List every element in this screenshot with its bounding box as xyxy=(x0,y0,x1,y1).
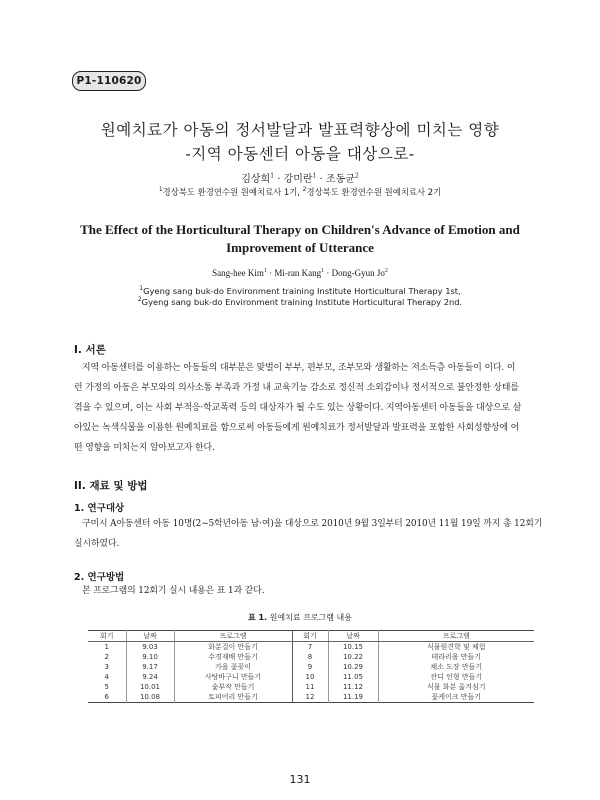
table-row xyxy=(88,682,534,692)
author-2-sup: 1 xyxy=(312,172,317,180)
paragraph-line: 실시하였다. xyxy=(74,539,120,549)
table-caption-text: 원예치료 프로그램 내용 xyxy=(269,613,353,622)
english-authors xyxy=(0,268,600,278)
table-cell: 12 xyxy=(292,692,328,703)
table-cell: 9.17 xyxy=(126,662,174,672)
en-affil-2-text: Gyeng sang buk-do Environment training Institute Horticultural Therapy 2nd. xyxy=(141,296,463,307)
english-title-line1: The Effect of the Horticultural Therapy on Children's Advance of Emotion and xyxy=(80,222,520,237)
en-affil-1-text: Gyeng sang buk-do Environment training Institute Horticultural Therapy 1st, xyxy=(143,285,461,296)
paragraph-line: 겪을 수 있으며, 이는 사회 부적응·학교폭력 등의 대상자가 될 수도 있는 상황이다. 지역아동센터 아동들을 대상으로 살 xyxy=(74,403,522,413)
table-cell: 6 xyxy=(104,693,109,701)
table-cell: 7 xyxy=(292,642,328,653)
table-cell: 3 xyxy=(104,663,109,671)
en-affil-1-sup: 1 xyxy=(139,285,144,292)
table-cell: 1 xyxy=(104,643,109,651)
page-number: 131 xyxy=(289,773,311,786)
table-cell: 5 xyxy=(104,683,109,691)
affil-1-text: 경상북도 환경연수원 원예치료사 1기, xyxy=(162,187,300,197)
table-header-row xyxy=(88,631,534,642)
table-cell: 11 xyxy=(292,682,328,692)
table-cell: 화분걸이 만들기 xyxy=(174,642,292,653)
table-caption-label: 표 1. xyxy=(247,613,268,622)
table-cell: 10.08 xyxy=(126,692,174,703)
program-table xyxy=(88,630,534,703)
col-header: 프로그램 xyxy=(174,631,292,642)
author-2: 강미란 xyxy=(283,174,313,185)
table-cell: 식물원견학 및 체험 xyxy=(378,642,534,653)
author-1: 김상희 xyxy=(241,174,271,185)
korean-title-line1: 원예치료가 아동의 정서발달과 발표력향상에 미치는 영향 xyxy=(100,121,500,139)
en-author-2: Mi-ran Kang xyxy=(274,268,322,278)
paragraph-line: 구미시 A아동센터 아동 10명(2~5학년아동 남·여)을 대상으로 2010년 9월 3일부터 2010년 11월 19일 까지 총 12회기 xyxy=(82,519,543,529)
korean-affiliations xyxy=(0,186,600,198)
table-cell: 사탕바구니 만들기 xyxy=(174,672,292,682)
english-affiliation-1 xyxy=(0,285,600,296)
table-cell: 9.10 xyxy=(126,652,174,662)
table-caption xyxy=(0,612,600,623)
table-cell: 10.29 xyxy=(328,662,378,672)
paper-id-badge: P1-110620 xyxy=(72,71,146,91)
en-author-3: Dong-Gyun Jo xyxy=(331,268,385,278)
table-cell: 10.22 xyxy=(328,652,378,662)
table-cell: 수경재배 만들기 xyxy=(174,652,292,662)
table-cell: 숯부작 만들기 xyxy=(174,682,292,692)
subjects-paragraph xyxy=(74,514,543,554)
table-row xyxy=(88,662,534,672)
table-cell: 9.24 xyxy=(126,672,174,682)
english-affiliation-2 xyxy=(0,296,600,307)
table-cell: 11.19 xyxy=(328,692,378,703)
col-header: 날짜 xyxy=(328,631,378,642)
affil-2-sup: 2 xyxy=(302,186,307,194)
table-row xyxy=(88,652,534,662)
author-3: 조동균 xyxy=(325,174,355,185)
en-author-3-sup: 2 xyxy=(384,268,388,274)
table-cell: 9.03 xyxy=(126,642,174,653)
method-paragraph xyxy=(82,581,528,601)
en-author-1: Sang-hee Kim xyxy=(212,268,264,278)
table-row xyxy=(88,642,534,653)
en-author-2-sup: 1 xyxy=(321,268,325,274)
col-header: 회기 xyxy=(88,631,126,642)
table-cell: 11.12 xyxy=(328,682,378,692)
paragraph-line: 본 프로그램의 12회기 실시 내용은 표 1과 같다. xyxy=(82,586,265,596)
en-author-1-sup: 1 xyxy=(263,268,267,274)
table-cell: 가을 꽃꽂이 xyxy=(174,662,292,672)
col-header: 프로그램 xyxy=(378,631,534,642)
table-cell: 토피어리 만들기 xyxy=(174,692,292,703)
table-cell: 테라리움 만들기 xyxy=(378,652,534,662)
col-header: 회기 xyxy=(292,631,328,642)
table-cell: 4 xyxy=(104,673,109,681)
paragraph-line: 떤 영향을 미치는지 알아보고자 한다. xyxy=(74,443,215,453)
introduction-paragraph xyxy=(74,358,528,458)
table-cell: 8 xyxy=(292,652,328,662)
section-introduction-heading: I. 서론 xyxy=(74,344,106,356)
paragraph-line: 런 가정의 아동은 부모와의 의사소통 부족과 가정 내 교육기능 감소로 정신적 소외감이나 정서적으로 불안정한 상태를 xyxy=(74,383,519,393)
author-separator: · xyxy=(269,268,273,278)
table-cell: 꽃케이크 만들기 xyxy=(378,692,534,703)
paragraph-line: 아있는 녹색식물을 이용한 원예치료를 함으로써 아동들에게 원예치료가 정서발달과 발표력을 포함한 사회성향상에 어 xyxy=(74,423,520,433)
table-cell: 채소 도장 만들기 xyxy=(378,662,534,672)
affil-1-sup: 1 xyxy=(158,186,163,194)
english-title-line2: Improvement of Utterance xyxy=(226,240,374,255)
table-row xyxy=(88,692,534,703)
table-cell: 9 xyxy=(292,662,328,672)
subsection-subjects-heading: 1. 연구대상 xyxy=(74,503,125,514)
table-cell: 10.01 xyxy=(126,682,174,692)
section-methods-heading: II. 재료 및 방법 xyxy=(74,480,148,492)
table-cell: 잔디 인형 만들기 xyxy=(378,672,534,682)
korean-title-line2: -지역 아동센터 아동을 대상으로- xyxy=(185,145,415,163)
affil-2-text: 경상북도 환경연수원 원예치료사 2기 xyxy=(306,187,442,197)
table-cell: 식물 화분 옮겨심기 xyxy=(378,682,534,692)
author-separator: · xyxy=(319,174,323,185)
table-cell: 10.15 xyxy=(328,642,378,653)
table-cell: 2 xyxy=(104,653,109,661)
table-row xyxy=(88,672,534,682)
author-separator: · xyxy=(326,268,330,278)
en-affil-2-sup: 2 xyxy=(137,296,142,303)
col-header: 날짜 xyxy=(126,631,174,642)
paragraph-line: 지역 아동센터를 이용하는 아동들의 대부분은 맞벌이 부부, 편부모, 조부모와 생활하는 저소득층 아동들이 이다. 이 xyxy=(82,363,516,373)
author-3-sup: 2 xyxy=(354,172,359,180)
table-cell: 11.05 xyxy=(328,672,378,682)
table-cell: 10 xyxy=(292,672,328,682)
author-separator: · xyxy=(277,174,281,185)
subsection-method-heading: 2. 연구방법 xyxy=(74,572,125,583)
author-1-sup: 1 xyxy=(270,172,275,180)
korean-authors xyxy=(0,170,600,185)
